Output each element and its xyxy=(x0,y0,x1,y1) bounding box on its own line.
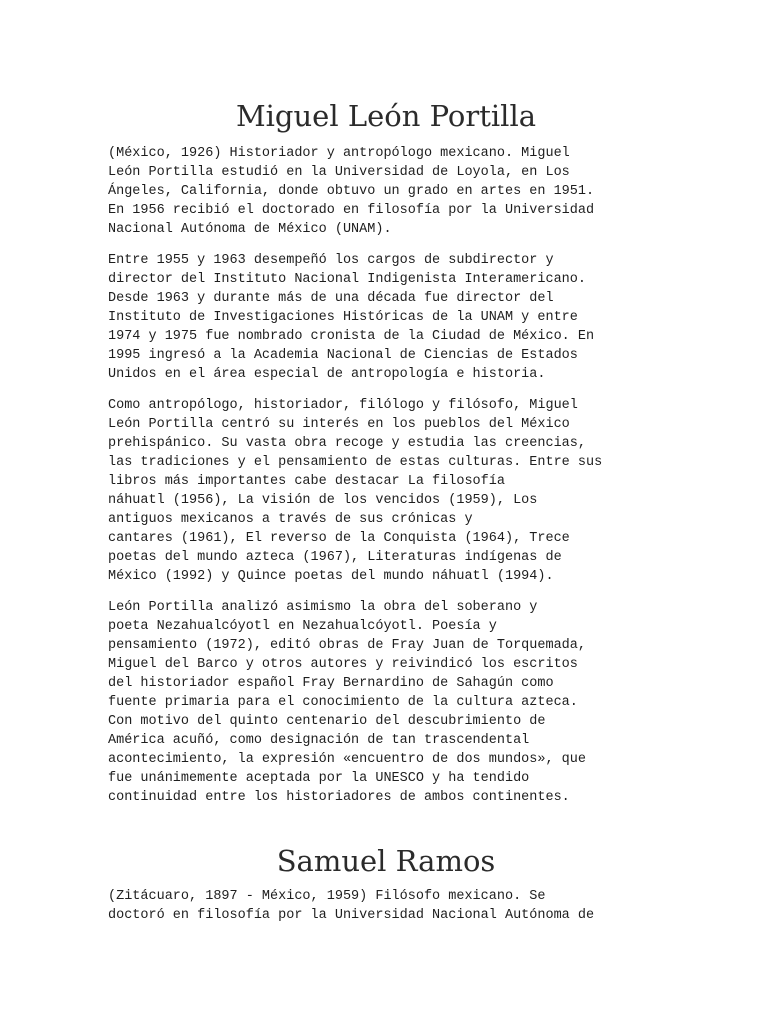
paragraph: (Zitácuaro, 1897 - México, 1959) Filósofo mexicano. Se doctoró en filosofía por la Universidad Nacional Autónoma de xyxy=(108,889,595,923)
document-page xyxy=(108,96,664,937)
section-leon-portilla xyxy=(108,96,664,807)
paragraph: Como antropólogo, historiador, filólogo y filósofo, Miguel León Portilla centró su interés en los pueblos del México prehispánico. Su vasta obra recoge y estudia las creencias, las tradiciones y el pensamiento de estas culturas. Entre sus libros más importantes cabe destacar La filosofía náhuatl (1956), La visión de los vencidos (1959), Los antiguos mexicanos a través de sus crónicas y cantares (1961), El reverso de la Conquista (1964), Trece poetas del mundo azteca (1967), Literaturas indígenas de México (1992) y Quince poetas del mundo náhuatl (1994). xyxy=(108,398,603,584)
paragraph: Entre 1955 y 1963 desempeñó los cargos de subdirector y director del Instituto Nacional Indigenista Interamericano. Desde 1963 y durante más de una década fue director del Instituto de Investigaciones Históricas de la UNAM y entre 1974 y 1975 fue nombrado cronista de la Ciudad de México. En 1995 ingresó a la Academia Nacional de Ciencias de Estados Unidos en el área especial de antropología e historia. xyxy=(108,253,595,382)
section-samuel-ramos xyxy=(108,841,664,925)
paragraph: León Portilla analizó asimismo la obra del soberano y poeta Nezahualcóyotl en Nezahualcóyotl. Poesía y pensamiento (1972), editó obras de Fray Juan de Torquemada, Miguel del Barco y otros autores y reivindicó los escritos del historiador español Fray Bernardino de Sahagún como fuente primaria para el conocimiento de la cultura azteca. Con motivo del quinto centenario del descubrimiento de América acuñó, como designación de tan trascendental acontecimiento, la expresión «encuentro de dos mundos», que fue unánimemente aceptada por la UNESCO y ha tendido continuidad entre los historiadores de ambos continentes. xyxy=(108,600,586,805)
section-title: Samuel Ramos xyxy=(276,844,496,878)
section-title: Miguel León Portilla xyxy=(235,99,537,133)
paragraph: (México, 1926) Historiador y antropólogo mexicano. Miguel León Portilla estudió en la Universidad de Loyola, en Los Ángeles, California, donde obtuvo un grado en artes en 1951. En 1956 recibió el doctorado en filosofía por la Universidad Nacional Autónoma de México (UNAM). xyxy=(108,146,595,237)
